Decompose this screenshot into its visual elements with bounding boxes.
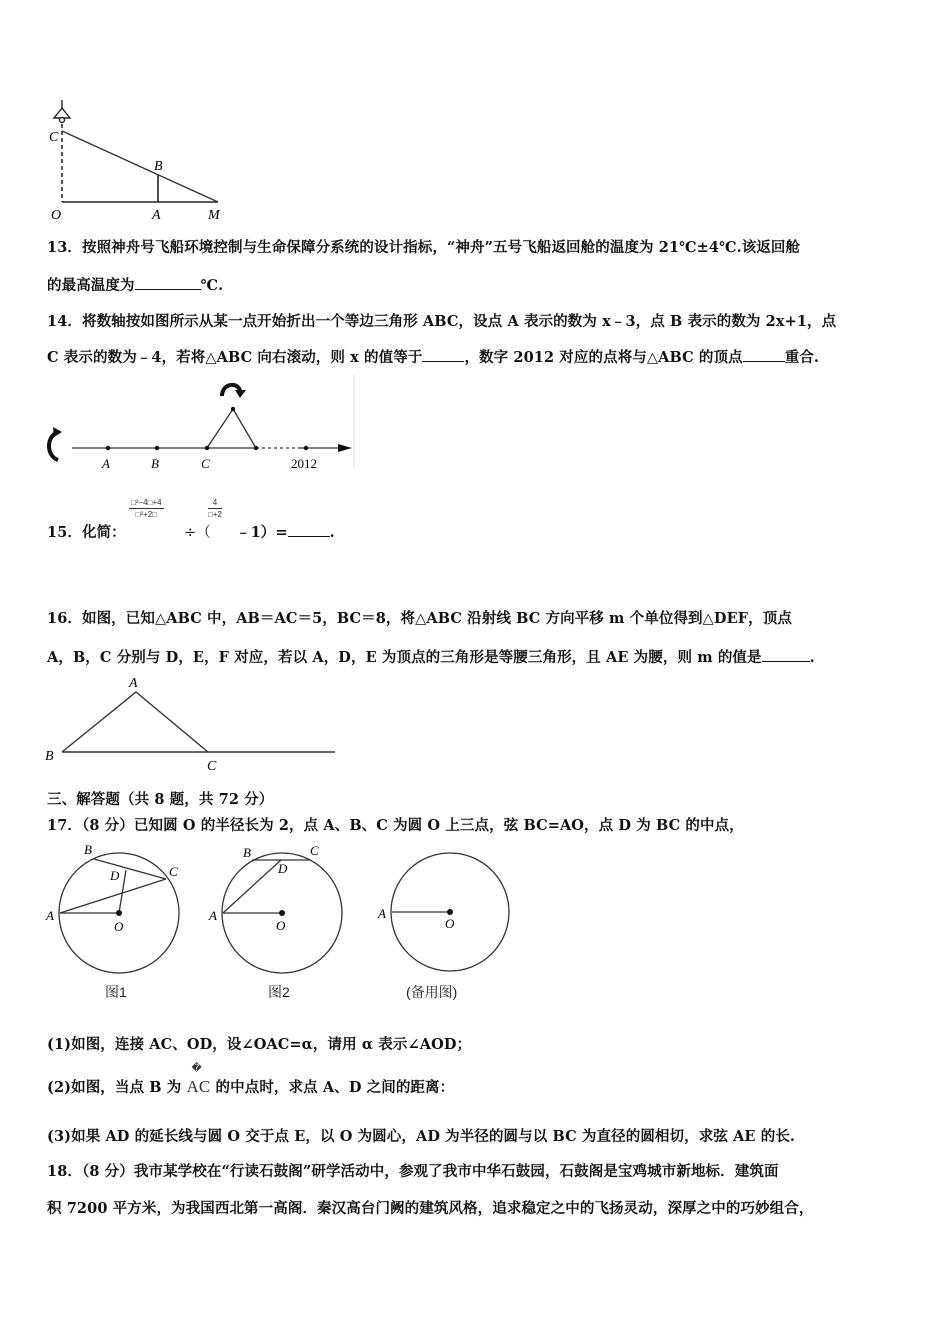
figure-q14-number-line — [40, 372, 360, 477]
q17-part2 — [47, 1063, 455, 1097]
lamp-icon — [54, 100, 70, 123]
figure-q13-lamp-shadow — [40, 98, 240, 223]
label-C: C — [207, 759, 217, 774]
q17-part2-suffix: 的中点时，求点 A、D 之间的距离： — [215, 1079, 455, 1096]
svg-text:B: B — [243, 845, 251, 860]
light-ray-line — [62, 131, 218, 202]
arc-ac-symbol — [186, 1063, 211, 1097]
q14-line2-part3: 重合. — [784, 349, 820, 366]
q14-line2-part2: ，数字 2012 对应的点将与△ABC 的顶点 — [464, 349, 743, 366]
figure-1-caption: 图1 — [105, 984, 127, 1000]
q15-frac1-denominator: □²+2□ — [135, 510, 158, 519]
svg-text:C: C — [310, 843, 319, 858]
figure-1 — [45, 842, 179, 973]
curved-arrow-left-icon — [49, 427, 62, 460]
svg-text:B: B — [84, 842, 92, 857]
label-A: A — [129, 676, 138, 691]
label-B: B — [154, 159, 163, 174]
q14-line1: 14．将数轴按如图所示从某一点开始折出一个等边三角形 ABC，设点 A 表示的数为 x﹣3，点 B 表示的数为 2x+1，点 — [47, 313, 837, 330]
q17-part1: (1)如图，连接 AC、OD，设∠OAC=α，请用 α 表示∠AOD； — [47, 1036, 472, 1053]
label-A: A — [152, 208, 161, 223]
label-B: B — [45, 749, 54, 764]
q16-line1: 16．如图，已知△ABC 中，AB＝AC＝5，BC＝8，将△ABC 沿射线 BC 方向平移 m 个单位得到△DEF，顶点 — [47, 610, 792, 627]
label-M: M — [208, 208, 220, 223]
arc-mark-icon: � — [191, 1063, 202, 1074]
q16-line2-prefix: A，B，C 分别与 D，E，F 对应，若以 A，D，E 为顶点的三角形是等腰三角形，且 AE 为腰，则 m 的值是 — [47, 649, 762, 666]
q15-frac2-numerator: 4 — [208, 498, 222, 509]
label-C: C — [201, 456, 210, 471]
curved-arrow-top-icon — [222, 385, 246, 398]
q14-answer-blank-vertex[interactable] — [743, 347, 785, 362]
q14-line2 — [47, 346, 819, 367]
section-3-heading: 三、解答题（共 8 题，共 72 分） — [47, 791, 274, 808]
svg-text:O: O — [445, 916, 455, 931]
q18-line2: 积 7200 平方米，为我国西北第一高阁．秦汉高台门阙的建筑风格，追求稳定之中的飞扬灵动，深厚之中的巧妙组合， — [47, 1200, 814, 1217]
folded-triangle — [207, 409, 256, 448]
svg-text:D: D — [110, 868, 120, 883]
q14-answer-blank-x[interactable] — [422, 347, 464, 362]
svg-text:A: A — [46, 908, 54, 923]
figure-2 — [208, 843, 342, 973]
figure-spare-caption: (备用图) — [406, 984, 458, 1000]
q15-fraction-1 — [129, 498, 164, 519]
q13-line2-suffix: ℃. — [200, 277, 224, 294]
q17-stem: 17．（8 分）已知圆 O 的半径长为 2，点 A、B、C 为圆 O 上三点，弦 BC=AO，点 D 为 BC 的中点， — [47, 817, 744, 834]
label-2012: 2012 — [291, 456, 317, 471]
figure-q17-circles — [40, 838, 520, 1003]
q14-line2-part1: C 表示的数为﹣4，若将△ABC 向右滚动，则 x 的值等于 — [47, 349, 423, 366]
label-O: O — [51, 208, 62, 223]
figure-spare — [377, 853, 509, 971]
q15-divide: ÷（ — [184, 525, 211, 541]
q13-line2-prefix: 的最高温度为 — [47, 277, 135, 294]
label-A: A — [102, 456, 110, 471]
svg-text:O: O — [276, 918, 286, 933]
q18-line1: 18．（8 分）我市某学校在“行读石鼓阁”研学活动中，参观了我市中华石鼓园，石鼓阁是宝鸡城市新地标．建筑面 — [47, 1163, 779, 1180]
q17-part3: (3)如果 AD 的延长线与圆 O 交于点 E，以 O 为圆心，AD 为半径的圆与以 BC 为直径的圆相切，求弦 AE 的长. — [47, 1128, 796, 1145]
q15-frac1-numerator: □²−4□+4 — [131, 498, 162, 507]
triangle-abc — [62, 692, 208, 752]
figure-2-caption: 图2 — [268, 984, 290, 1000]
q15-end: . — [329, 524, 335, 541]
q16-line2 — [47, 646, 815, 667]
label-C: C — [49, 130, 59, 145]
svg-text:O: O — [114, 919, 124, 934]
q16-answer-blank[interactable] — [762, 647, 810, 662]
svg-text:A: A — [378, 906, 386, 921]
figure-q16-triangle — [40, 670, 350, 780]
q15-prefix: 15．化简： — [47, 524, 126, 541]
q15-frac2-denominator: □+2 — [208, 510, 222, 519]
q17-part2-prefix: (2)如图，当点 B 为 — [47, 1079, 182, 1096]
q13-line2 — [47, 274, 223, 295]
arc-ac-label: AC — [186, 1077, 211, 1096]
q13-answer-blank[interactable] — [135, 275, 201, 290]
label-B: B — [151, 456, 159, 471]
q15-answer-blank[interactable] — [288, 522, 330, 537]
svg-text:D: D — [278, 861, 288, 876]
axis-arrow-icon — [338, 444, 352, 452]
q15-tail-text: ﹣1）= — [236, 524, 288, 541]
q15-fraction-2 — [208, 498, 222, 519]
svg-text:C: C — [169, 864, 178, 879]
svg-text:A: A — [209, 908, 217, 923]
q15-tail — [236, 521, 335, 542]
q13-line1: 13．按照神舟号飞船环境控制与生命保障分系统的设计指标，“神舟”五号飞船返回舱的温度为 21℃±4℃.该返回舱 — [47, 239, 801, 256]
q16-line2-suffix: . — [809, 649, 815, 666]
